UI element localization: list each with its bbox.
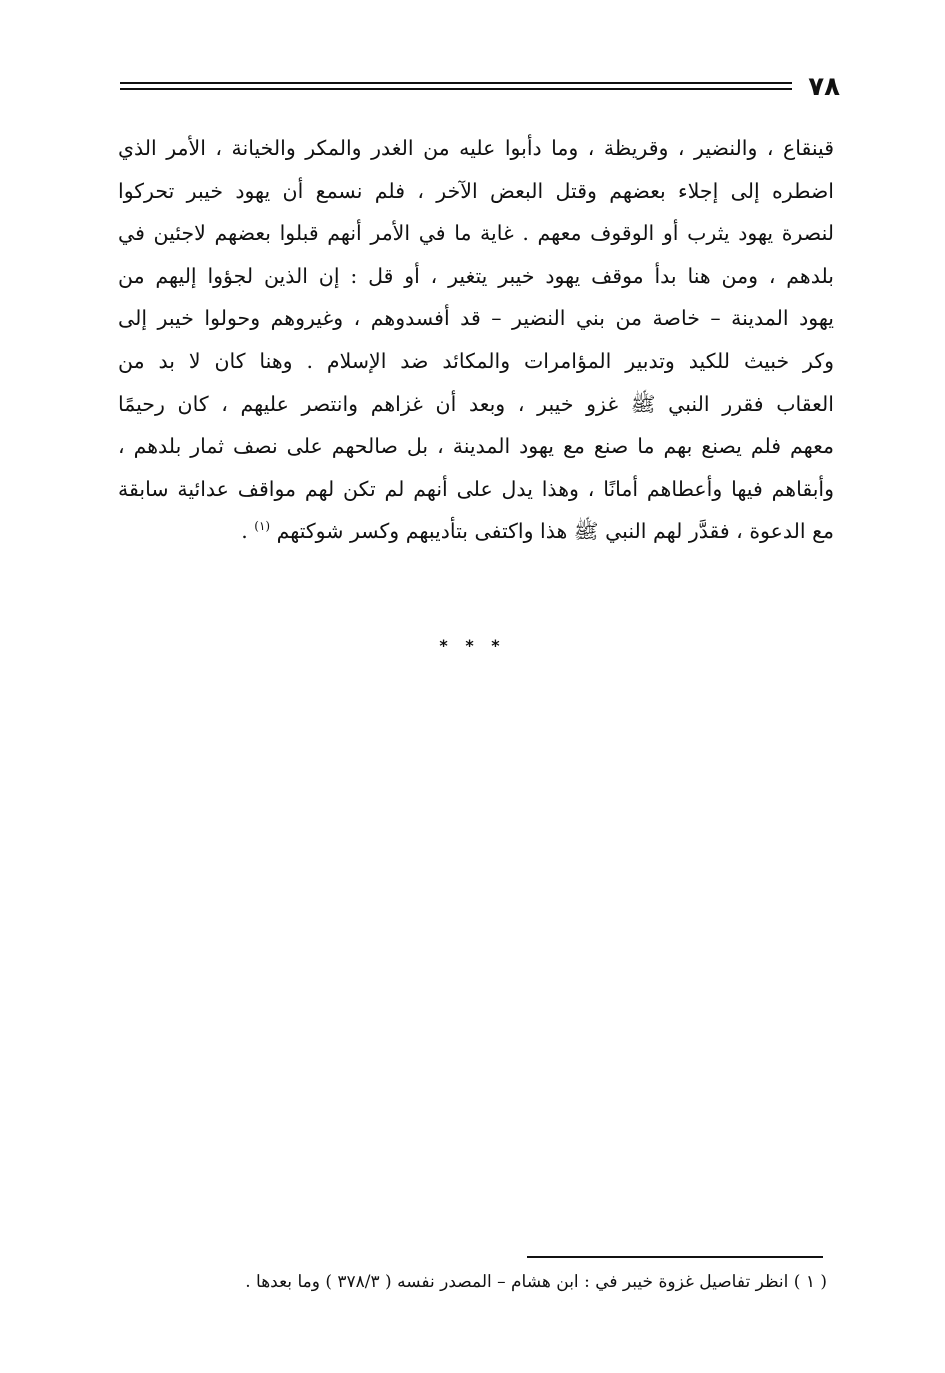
main-paragraph <box>118 127 834 553</box>
paragraph-line: العقاب فقرر النبي ﷺ غزو خيبر ، وبعد أن غزاهم وانتصر عليهم ، كان رحيمًا <box>118 391 834 416</box>
paragraph-line: بلدهم ، ومن هنا بدأ موقف يهود خيبر يتغير ، أو قل : إن الذين لجؤوا إليهم من <box>118 263 834 288</box>
footnote-reference[interactable]: (١) <box>254 519 271 534</box>
paragraph-line: قينقاع ، والنضير ، وقريظة ، وما دأبوا عليه من الغدر والمكر والخيانة ، الأمر الذي <box>118 136 834 160</box>
paragraph-line: يهود المدينة – خاصة من بني النضير – قد أفسدوهم ، وغيروهم وحولوا خيبر إلى <box>118 306 834 331</box>
paragraph-line: اضطره إلى إجلاء بعضهم وقتل البعض الآخر ، فلم نسمع أن يهود خيبر تحركوا <box>118 178 834 203</box>
last-line-text: مع الدعوة ، فقدَّر لهم النبي ﷺ هذا واكتفى بتأديبهم وكسر شوكتهم <box>276 519 834 544</box>
footnote: ( ١ ) انظر تفاصيل غزوة خيبر في : ابن هشام – المصدر نفسه ( ٣٧٨/٣ ) وما بعدها . <box>245 1272 827 1292</box>
paragraph-line: وكر خبيث للكيد وتدبير المؤامرات والمكائد ضد الإسلام . وهنا كان لا بد من <box>118 348 834 373</box>
paragraph-line: وأبقاهم فيها وأعطاهم أمانًا ، وهذا يدل على أنهم لم تكن لهم مواقف عدائية سابقة <box>118 476 834 501</box>
page-number: ٧٨ <box>808 72 840 102</box>
page-header <box>120 70 840 110</box>
footnote-rule <box>527 1256 823 1258</box>
section-separator: * * * <box>439 636 506 655</box>
paragraph-line: لنصرة يهود يثرب أو الوقوف معهم . غاية ما في الأمر أنهم قبلوا بعضهم لاجئين في <box>118 221 834 246</box>
paragraph-line: معهم فلم يصنع بهم ما صنع مع يهود المدينة ، بل صالحهم على نصف ثمار بلدهم ، <box>118 434 834 459</box>
paragraph-last-line <box>118 510 834 553</box>
header-double-rule <box>120 82 792 90</box>
last-line-end: . <box>241 519 255 544</box>
